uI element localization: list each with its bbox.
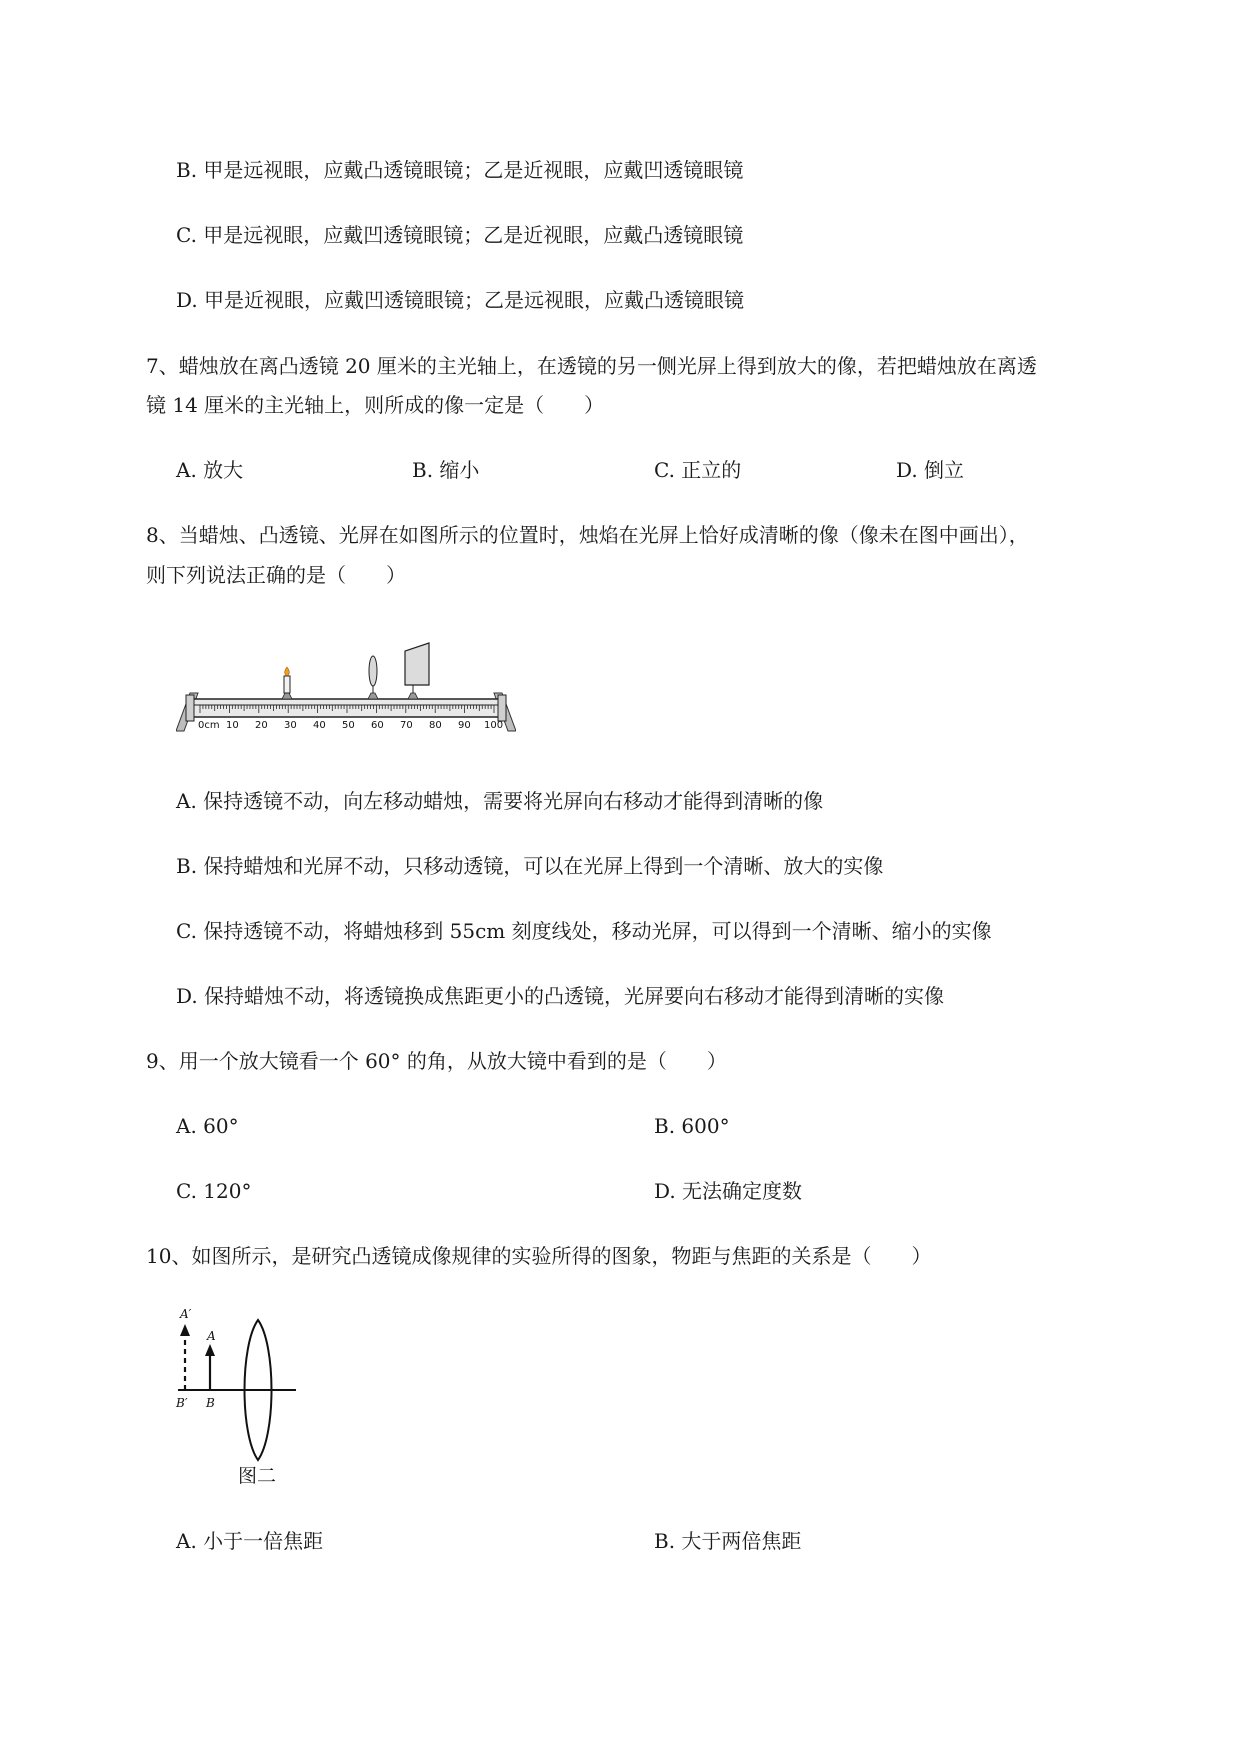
light-screen bbox=[405, 643, 429, 699]
q6-option-c: C. 甲是远视眼，应戴凹透镜眼镜；乙是近视眼，应戴凸透镜眼镜 bbox=[176, 223, 744, 247]
scale-label-70: 70 bbox=[400, 720, 413, 731]
scale-label-0: 0cm bbox=[198, 720, 220, 731]
q8-stem-line1: 8、当蜡烛、凸透镜、光屏在如图所示的位置时，烛焰在光屏上恰好成清晰的像（像未在图中画出）， bbox=[146, 523, 1029, 547]
q7-option-d: D. 倒立 bbox=[896, 458, 965, 482]
label-b-prime: B′ bbox=[176, 1396, 188, 1410]
q9-stem: 9、用一个放大镜看一个 60° 的角，从放大镜中看到的是（ ） bbox=[146, 1049, 727, 1073]
q9-option-c: C. 120° bbox=[176, 1179, 252, 1203]
q8-option-d: D. 保持蜡烛不动，将透镜换成焦距更小的凸透镜，光屏要向右移动才能得到清晰的实像 bbox=[176, 984, 945, 1008]
q7-stem-line1: 7、蜡烛放在离凸透镜 20 厘米的主光轴上，在透镜的另一侧光屏上得到放大的像，若把蜡烛放在离透 bbox=[146, 354, 1037, 378]
optical-bench-figure bbox=[176, 633, 516, 733]
scale-label-80: 80 bbox=[429, 720, 442, 731]
scale-label-10: 10 bbox=[226, 720, 239, 731]
q8-option-b: B. 保持蜡烛和光屏不动，只移动透镜，可以在光屏上得到一个清晰、放大的实像 bbox=[176, 854, 884, 878]
q9-option-b: B. 600° bbox=[654, 1114, 730, 1138]
q7-option-a: A. 放大 bbox=[176, 458, 244, 482]
candle bbox=[282, 667, 292, 699]
q9-option-d: D. 无法确定度数 bbox=[654, 1179, 803, 1203]
lens-image-figure bbox=[170, 1300, 310, 1485]
q7-stem-line2: 镜 14 厘米的主光轴上，则所成的像一定是（ ） bbox=[146, 393, 605, 417]
q6-option-d: D. 甲是近视眼，应戴凹透镜眼镜；乙是远视眼，应戴凸透镜眼镜 bbox=[176, 288, 745, 312]
scale-label-60: 60 bbox=[371, 720, 384, 731]
scale-label-40: 40 bbox=[313, 720, 326, 731]
scale-label-30: 30 bbox=[284, 720, 297, 731]
bench-scale-labels bbox=[198, 720, 503, 731]
q6-option-b: B. 甲是远视眼，应戴凸透镜眼镜；乙是近视眼，应戴凹透镜眼镜 bbox=[176, 158, 744, 182]
q8-option-c: C. 保持透镜不动，将蜡烛移到 55cm 刻度线处，移动光屏，可以得到一个清晰、缩小的实像 bbox=[176, 919, 992, 943]
label-a: A bbox=[207, 1329, 216, 1343]
figure-caption: 图二 bbox=[238, 1465, 277, 1485]
q10-option-b: B. 大于两倍焦距 bbox=[654, 1529, 802, 1553]
q8-option-a: A. 保持透镜不动，向左移动蜡烛，需要将光屏向右移动才能得到清晰的像 bbox=[176, 789, 824, 813]
label-b: B bbox=[206, 1396, 215, 1410]
bench-right-end bbox=[498, 695, 506, 721]
candle-flame bbox=[285, 667, 290, 676]
scale-label-100: 100 bbox=[484, 720, 504, 731]
q10-option-a: A. 小于一倍焦距 bbox=[176, 1529, 324, 1553]
bench-rail bbox=[190, 699, 502, 717]
q7-option-b: B. 缩小 bbox=[412, 458, 480, 482]
q8-stem-line2: 则下列说法正确的是（ ） bbox=[146, 563, 406, 587]
label-a-prime: A′ bbox=[180, 1307, 192, 1321]
scale-label-20: 20 bbox=[255, 720, 268, 731]
q9-option-a: A. 60° bbox=[176, 1114, 239, 1138]
q10-stem: 10、如图所示，是研究凸透镜成像规律的实验所得的图象，物距与焦距的关系是（ ） bbox=[146, 1244, 932, 1268]
bench-left-end bbox=[186, 695, 194, 721]
scale-label-50: 50 bbox=[342, 720, 355, 731]
q7-option-c: C. 正立的 bbox=[654, 458, 742, 482]
scale-label-90: 90 bbox=[458, 720, 471, 731]
convex-lens bbox=[368, 656, 378, 699]
